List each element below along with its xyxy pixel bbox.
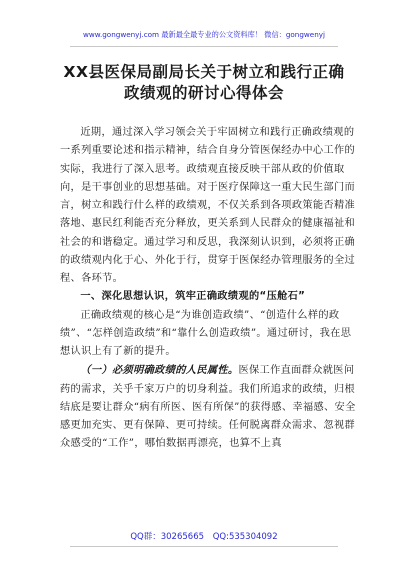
document-title [60, 62, 348, 104]
subsection-text-1: 医保工作直面群众就医问药的需求，关乎千家万户的切身利益。我们所追求的政绩，归根结底是要让群众“病有所医、医有所保”的获得感、幸福感、安全感更加充实、更有保障、更可持续。任何脱离群众需求、忽视群众感受的“工作”，哪怕数据再漂亮，也算不上真 [60, 365, 356, 450]
section-heading-1: 一、深化思想认识，筑牢正确政绩观的“压舱石” [80, 291, 306, 303]
paragraph-section-1: 正确政绩观的核心是“为谁创造政绩”、“创造什么样的政绩”、“怎样创造政绩”和“靠什么创造政绩”。通过研讨，我在思想认识上有了新的提升。 [60, 309, 352, 357]
title-line-2: 政绩观的研讨心得体会 [123, 84, 284, 102]
page-footer: QQ群：30265665 QQ:535304092 [130, 532, 278, 542]
paragraph-intro: 近期，通过深入学习领会关于牢固树立和践行正确政绩观的一系列重要论述和指示精神，结合自身分管医保经办中心工作的实际，我进行了深入思考。政绩观直接反映干部从政的价值取向，是干事创业的思想基础。对于医疗保障这一重大民生部门而言，树立和践行什么样的政绩观，不仅关系到各项政策能否精准落地、惠民红利能否充分释放，更关系到人民群众的健康福祉和社会的和谐稳定。通过学习和反思，我深刻认识到，必须将正确的政绩观内化于心、外化于行，贯穿于医保经办管理服务的全过程、各环节。 [60, 127, 356, 284]
title-line-1: XX县医保局副局长关于树立和践行正确 [63, 63, 345, 81]
subsection-heading-1: （一）必须明确政绩的人民属性。 [80, 364, 239, 377]
paragraph-subsection-1 [60, 361, 360, 453]
document-body [60, 124, 360, 454]
header-divider [70, 46, 338, 47]
footer-divider [70, 546, 338, 547]
page-header: www.gongwenyj.com 最新最全最专业的公文资料库！ 微信：gongwenyj [82, 30, 326, 39]
